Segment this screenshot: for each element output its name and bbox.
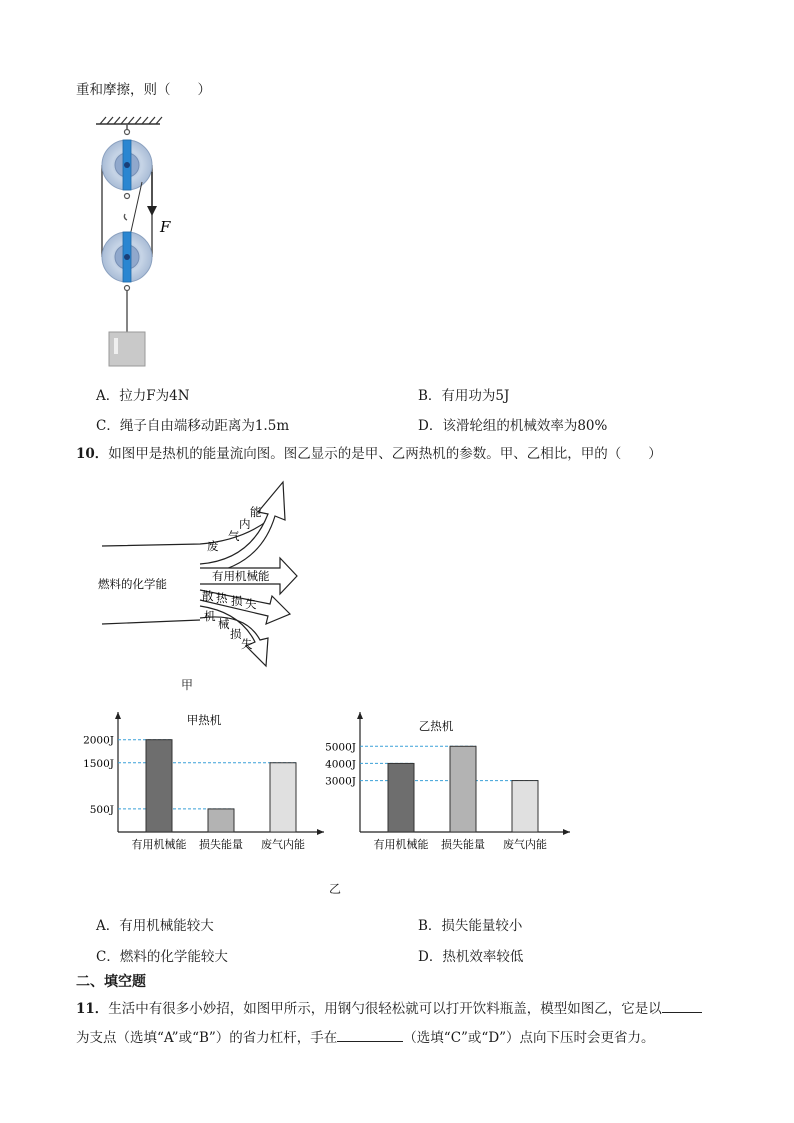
mech-char-1: 机 (204, 609, 216, 623)
section-heading: 二、填空题 (76, 974, 146, 990)
q11-blank-1[interactable] (662, 998, 702, 1013)
q9-option-b[interactable]: B．有用功为5J (418, 388, 510, 404)
chart-yi (322, 706, 574, 858)
category-label: 损失能量 (199, 838, 243, 851)
q9-stem-tail: 重和摩擦，则（ ） (76, 82, 211, 98)
q10-option-a[interactable]: A．有用机械能较大 (96, 918, 214, 934)
exhaust-char-4: 能 (250, 505, 262, 519)
q9-option-a[interactable]: A．拉力F为4N (96, 388, 190, 404)
q11-blank-2[interactable] (337, 1027, 403, 1042)
chart-caption: 乙 (329, 882, 342, 896)
tick-label: 4000J (325, 758, 356, 771)
bar (388, 763, 414, 832)
q10-stem: 10．如图甲是热机的能量流向图。图乙显示的是甲、乙两热机的参数。甲、乙相比，甲的（ ） (76, 446, 662, 462)
q9-option-c[interactable]: C．绳子自由端移动距离为1.5m (96, 418, 290, 434)
ceiling (96, 117, 162, 124)
mech-char-3: 损 (230, 627, 242, 641)
category-label: 损失能量 (441, 838, 485, 851)
force-label: F (160, 218, 171, 236)
flow-caption: 甲 (181, 678, 194, 692)
energy-flow-diagram (90, 474, 320, 674)
y-axis-arrow (115, 712, 121, 719)
pulley-figure (90, 112, 200, 374)
q10-option-b[interactable]: B．损失能量较小 (418, 918, 523, 934)
mech-char-2: 械 (218, 617, 230, 631)
useful-label: 有用机械能 (212, 569, 270, 583)
tick-label: 3000J (325, 775, 356, 788)
x-axis-arrow (563, 829, 570, 835)
category-label: 废气内能 (503, 838, 547, 851)
exhaust-char-3: 内 (239, 517, 251, 531)
category-label: 废气内能 (261, 838, 305, 851)
q11-line2: 为支点（选填“A”或“B”）的省力杠杆，手在 （选填“C”或“D”）点向下压时会更省力。 (76, 1027, 655, 1048)
bar (208, 809, 234, 832)
movable-pulley (102, 232, 152, 282)
q11-line1: 11．生活中有很多小妙招，如图甲所示，用钢勺很轻松就可以打开饮料瓶盖，模型如图乙，它是以 (76, 998, 702, 1019)
bar (270, 763, 296, 832)
tick-label: 1500J (83, 757, 114, 770)
category-label: 有用机械能 (131, 838, 187, 851)
chart-title: 乙热机 (418, 719, 454, 733)
flow-source-label: 燃料的化学能 (98, 577, 167, 591)
chart-title: 甲热机 (186, 713, 222, 727)
category-label: 有用机械能 (373, 838, 429, 851)
fixed-pulley (102, 140, 152, 190)
heat-char-1: 散 (202, 589, 214, 603)
y-axis-arrow (357, 712, 363, 719)
tick-label: 500J (89, 803, 114, 816)
bar (512, 781, 538, 832)
exhaust-char-2: 气 (228, 529, 240, 543)
mech-char-4: 失 (241, 637, 253, 651)
tick-label: 2000J (83, 734, 114, 747)
q9-option-d[interactable]: D．该滑轮组的机械效率为80% (418, 418, 608, 434)
bar (146, 740, 172, 832)
q10-option-d[interactable]: D．热机效率较低 (418, 949, 524, 965)
exhaust-char-1: 废 (207, 539, 219, 553)
q10-option-c[interactable]: C．燃料的化学能较大 (96, 949, 228, 965)
heat-char-4: 失 (245, 597, 257, 611)
heat-char-3: 损 (231, 594, 243, 608)
tick-label: 5000J (325, 741, 356, 754)
chart-jia (80, 706, 330, 858)
weight-block (109, 332, 145, 366)
bar (450, 746, 476, 832)
heat-char-2: 热 (216, 591, 228, 605)
